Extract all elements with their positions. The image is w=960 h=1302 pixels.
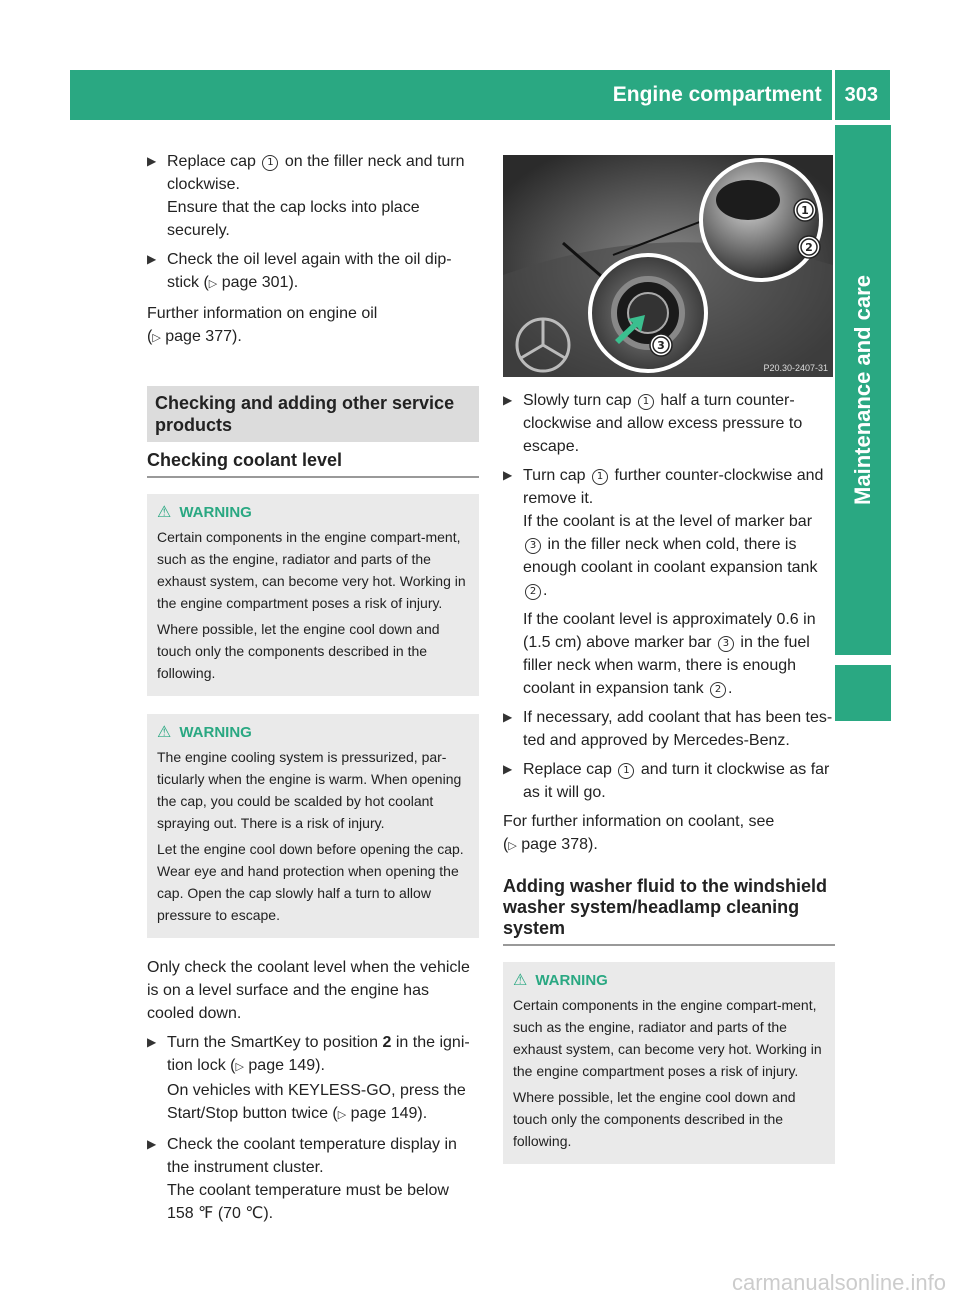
warning-triangle-icon: ⚠ — [513, 972, 528, 989]
page-ref-icon: ▷ — [152, 332, 161, 344]
side-tab-label: Maintenance and care — [850, 275, 875, 505]
page-header — [70, 70, 890, 120]
step-arrow-icon: ▶ — [147, 154, 157, 168]
callout-1-icon: 1 — [618, 763, 634, 779]
page-ref-icon: ▷ — [235, 1061, 244, 1073]
step-check-temperature: ▶ Check the coolant temperature display in the instrument cluster. The coolant temperature must be below 158 ℉ (70 ℃). — [147, 1133, 479, 1225]
photo-callout-3: 3 — [657, 339, 665, 352]
section-side-tab — [835, 125, 891, 655]
warning-text: Where possible, let the engine cool down and touch only the components described in the following. — [157, 621, 440, 681]
coolant-check-note: Only check the coolant level when the vehicle is on a level surface and the engine has cooled down. — [147, 959, 470, 1022]
warning-label: WARNING — [179, 724, 252, 741]
photo-callout-1: 1 — [801, 204, 809, 217]
warning-box — [147, 494, 479, 696]
side-tab-marker — [835, 665, 891, 721]
page-ref-link[interactable]: page 378). — [521, 836, 598, 853]
step-arrow-icon: ▶ — [503, 762, 513, 776]
warning-box — [503, 962, 835, 1164]
warning-text: Certain components in the engine compart-ment, such as the engine, radiator and parts of the exhaust system, can become very hot. Working in the engine compartment poses a risk of injury. — [513, 997, 822, 1079]
page-ref-link[interactable]: page 377). — [165, 328, 242, 345]
page-number: 303 — [844, 83, 878, 106]
callout-3-icon: 3 — [718, 636, 734, 652]
warning-text: The engine cooling system is pressurized, par-ticularly when the engine is warm. When opening the cap, you could be scalded by hot coolant spraying out. There is a risk of injury. — [157, 749, 462, 831]
step-replace-cap: ▶ Replace cap 1 on the filler neck and turn clockwise. Ensure that the cap locks into place securely. — [147, 150, 479, 242]
section-title: Checking and adding other service products — [147, 386, 479, 442]
step-arrow-icon: ▶ — [503, 468, 513, 482]
callout-1-icon: 1 — [638, 394, 654, 410]
step-arrow-icon: ▶ — [503, 710, 513, 724]
callout-3-icon: 3 — [525, 538, 541, 554]
photo-code: P20.30-2407-31 — [763, 363, 828, 373]
photo-callout-2: 2 — [805, 241, 813, 254]
callout-1-icon: 1 — [592, 469, 608, 485]
warning-label: WARNING — [179, 504, 252, 521]
warning-label: WARNING — [535, 972, 608, 989]
further-info-coolant: For further information on coolant, see (▷ page 378). — [503, 813, 775, 853]
callout-2-icon: 2 — [525, 584, 541, 600]
right-column — [503, 150, 835, 1182]
step-arrow-icon: ▶ — [147, 1137, 157, 1151]
left-column — [147, 150, 479, 1231]
page-ref-link[interactable]: page 149). — [248, 1057, 325, 1074]
page-ref-icon: ▷ — [337, 1109, 347, 1121]
page-ref-icon: ▷ — [508, 840, 517, 852]
step-slowly-turn-cap: ▶ Slowly turn cap 1 half a turn counter-clockwise and allow excess pressure to escape. — [503, 389, 835, 458]
step-add-coolant: ▶ If necessary, add coolant that has been tes-ted and approved by Mercedes-Benz. — [503, 706, 835, 752]
warning-text: Where possible, let the engine cool down and touch only the components described in the following. — [513, 1089, 796, 1149]
step-arrow-icon: ▶ — [503, 393, 513, 407]
callout-1-icon: 1 — [262, 155, 278, 171]
warning-text: Let the engine cool down before opening the cap. Wear eye and hand protection when opening the cap. Open the cap slowly half a turn to allow pressure to escape. — [157, 841, 464, 923]
step-replace-cap-clockwise: ▶ Replace cap 1 and turn it clockwise as far as it will go. — [503, 758, 835, 804]
warning-triangle-icon: ⚠ — [157, 724, 172, 741]
page-ref-icon: ▷ — [208, 278, 218, 290]
engine-bay-photo — [503, 155, 833, 377]
subheading-washer-fluid: Adding washer fluid to the windshield washer system/headlamp cleaning system — [503, 876, 835, 946]
further-info-oil: Further information on engine oil (▷ page 377). — [147, 305, 378, 345]
callout-2-icon: 2 — [710, 682, 726, 698]
warning-triangle-icon: ⚠ — [157, 504, 172, 521]
step-check-oil: ▶ Check the oil level again with the oil dip-stick (▷ page 301). — [147, 248, 479, 296]
header-title: Engine compartment — [612, 83, 822, 106]
step-arrow-icon: ▶ — [147, 252, 157, 266]
watermark: carmanualsonline.info — [731, 1270, 946, 1295]
step-remove-cap: ▶ Turn cap 1 further counter-clockwise and remove it. If the coolant is at the level of marker bar 3 in the filler neck when cold, there is enough coolant in coolant expansion tank 2 . If the coolant level is approximately 0.6 in (1.5 cm) above marker bar 3 in the fuel filler neck when warm, there is enough coolant in expansion tank 2 . — [503, 464, 835, 700]
step-turn-key: ▶ Turn the SmartKey to position 2 in the igni-tion lock (▷ page 149). On vehicles with KEYLESS-GO, press the Start/Stop button twice (▷ page 149). — [147, 1031, 479, 1127]
warning-text: Certain components in the engine compart-ment, such as the engine, radiator and parts of the exhaust system, can become very hot. Working in the engine compartment poses a risk of injury. — [157, 529, 466, 611]
warning-box — [147, 714, 479, 938]
step-arrow-icon: ▶ — [147, 1035, 157, 1049]
subheading-coolant: Checking coolant level — [147, 450, 479, 478]
page-ref-link[interactable]: page 149). — [350, 1105, 428, 1122]
page-ref-link[interactable]: page 301). — [221, 274, 299, 291]
